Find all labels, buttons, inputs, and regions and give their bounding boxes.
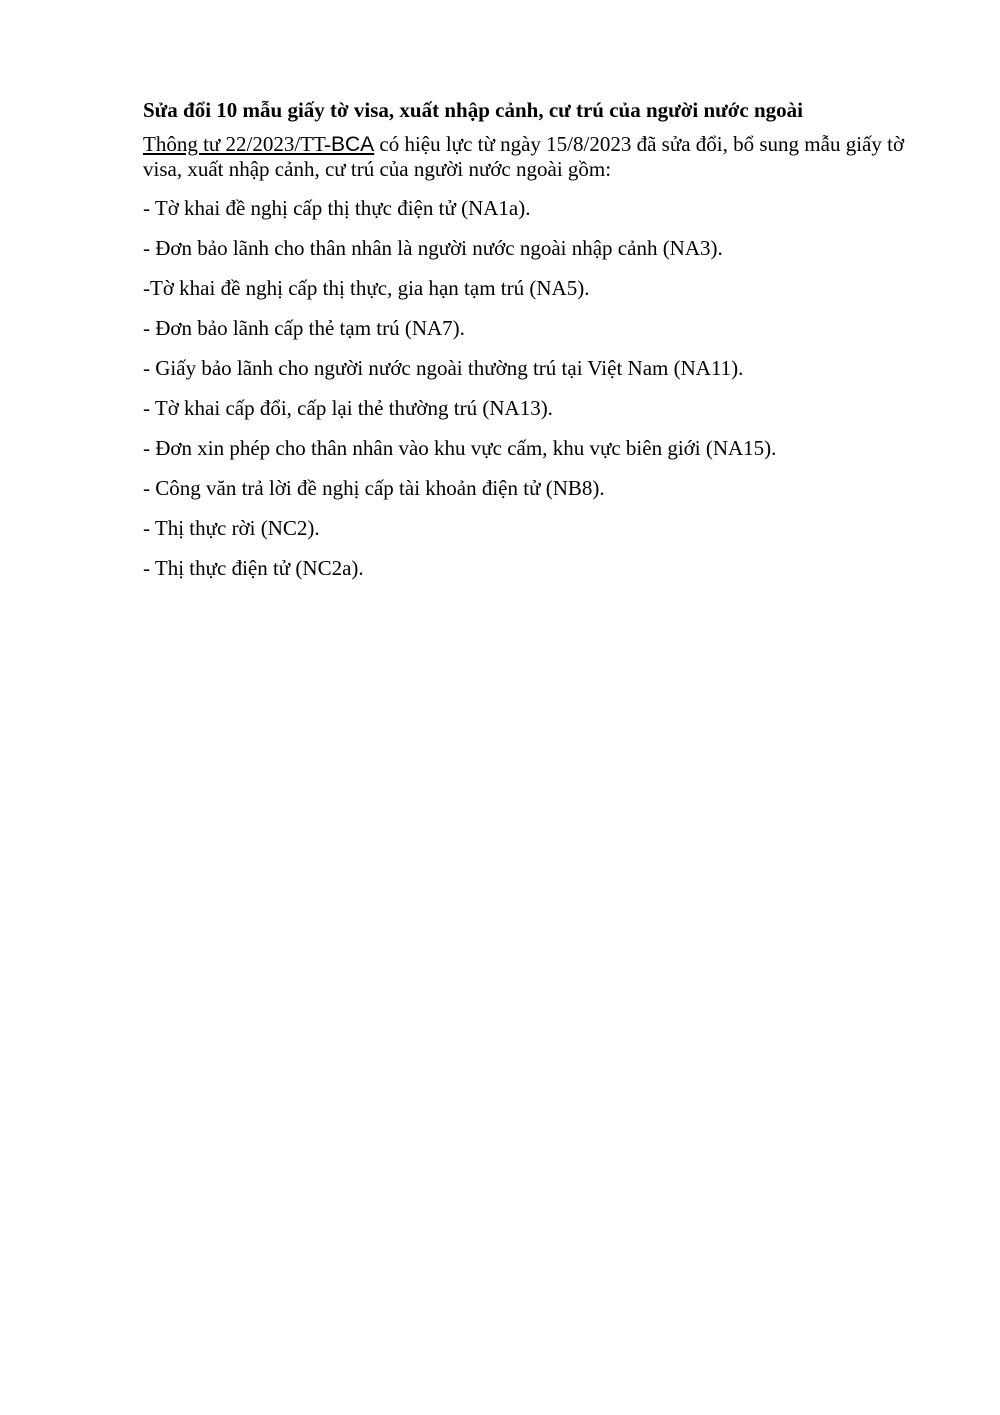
list-item: - Tờ khai đề nghị cấp thị thực điện tử (NA1a). [143, 196, 531, 220]
list-item: - Thị thực rời (NC2). [143, 516, 320, 540]
list-item: - Thị thực điện tử (NC2a). [143, 556, 364, 580]
intro-paragraph [143, 132, 913, 181]
list-item: - Công văn trả lời đề nghị cấp tài khoản điện tử (NB8). [143, 476, 605, 500]
circular-reference-link[interactable] [143, 132, 374, 156]
list-item: - Đơn xin phép cho thân nhân vào khu vực cấm, khu vực biên giới (NA15). [143, 436, 777, 460]
intro-text: có hiệu lực từ ngày 15/8/2023 đã sửa đổi, bổ sung mẫu giấy tờ visa, xuất nhập cảnh, cư trú của người nước ngoài gồm: [143, 132, 905, 181]
list-item: - Tờ khai cấp đổi, cấp lại thẻ thường trú (NA13). [143, 396, 553, 420]
list-item: - Đơn bảo lãnh cho thân nhân là người nước ngoài nhập cảnh (NA3). [143, 236, 723, 260]
list-item: -Tờ khai đề nghị cấp thị thực, gia hạn tạm trú (NA5). [143, 276, 590, 300]
list-item: - Đơn bảo lãnh cấp thẻ tạm trú (NA7). [143, 316, 465, 340]
document-page [143, 96, 913, 594]
circular-reference-text[interactable]: Thông tư 22/2023/TT- [143, 132, 331, 156]
list-item: - Giấy bảo lãnh cho người nước ngoài thường trú tại Việt Nam (NA11). [143, 356, 744, 380]
circular-reference-suffix[interactable]: BCA [330, 133, 375, 156]
document-title: Sửa đổi 10 mẫu giấy tờ visa, xuất nhập cảnh, cư trú của người nước ngoài [143, 98, 803, 122]
form-list [143, 194, 913, 582]
